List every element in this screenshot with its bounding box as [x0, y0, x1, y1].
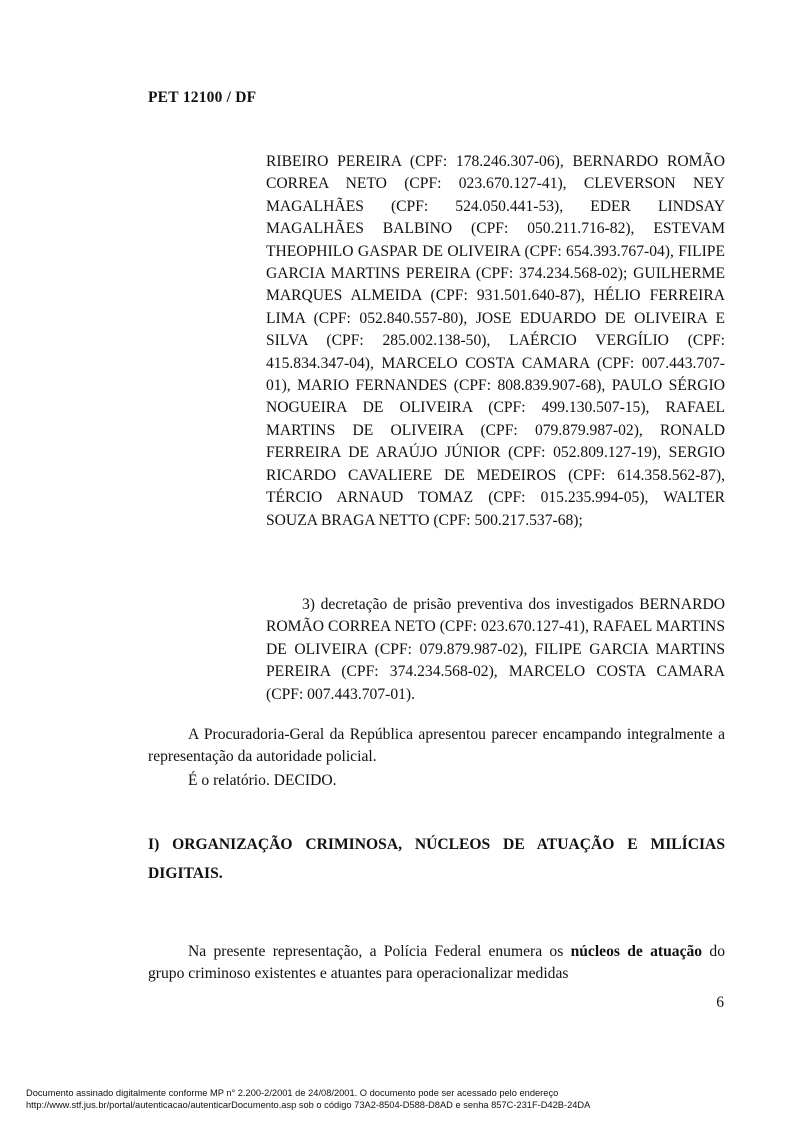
paragraph-nuclei-end: do grupo criminoso existentes e atuantes para operacionalizar medidas — [148, 943, 725, 983]
signature-footer — [26, 1087, 786, 1111]
paragraph-nuclei-bold: núcleos de atuação — [570, 943, 703, 960]
paragraph-nuclei — [148, 941, 725, 986]
header-pet-initial: P — [148, 89, 158, 106]
paragraph-pgr-opinion: A Procuradoria-Geral da República apresentou parecer encampando integralmente a representação da autoridade policial. — [148, 726, 725, 766]
page-number: 6 — [716, 994, 724, 1011]
footer-line-1: Documento assinado digitalmente conforme MP n° 2.200-2/2001 de 24/08/2001. O documento pode ser acessado pelo endereço — [26, 1088, 559, 1098]
section-title: I) ORGANIZAÇÃO CRIMINOSA, NÚCLEOS DE ATUAÇÃO E MILÍCIAS DIGITAIS. — [148, 836, 725, 882]
quoted-preventive-arrest-text: 3) decretação de prisão preventiva dos investigados BERNARDO ROMÃO CORREA NETO (CPF: 023.670.127-41), RAFAEL MARTINS DE OLIVEIRA (CPF: 079.879.987-02), FILIPE GARCIA MARTINS PEREIRA (CPF: 374.234.568-02), MARCELO COSTA CAMARA (CPF: 007.443.707-01). — [266, 596, 725, 703]
footer-line-2: http://www.stf.jus.br/portal/autenticacao/autenticarDocumento.asp sob o código 73A2-8504-D588-D8AD e senha 857C-231F-D42B-24DA — [26, 1100, 591, 1110]
page-header — [148, 89, 256, 107]
paragraph-report-decision: É o relatório. DECIDO. — [188, 772, 337, 789]
header-pet-rest: ET — [157, 89, 179, 106]
quoted-investigated-text: RIBEIRO PEREIRA (CPF: 178.246.307-06), BERNARDO ROMÃO CORREA NETO (CPF: 023.670.127-41), CLEVERSON NEY MAGALHÃES (CPF: 524.050.441-53), EDER LINDSAY MAGALHÃES BALBINO (CPF: 050.211.716-82), ESTEVAM THEOPHILO GASPAR DE OLIVEIRA (CPF: 654.393.767-04), FILIPE GARCIA MARTINS PEREIRA (CPF: 374.234.568-02); GUILHERME MARQUES ALMEIDA (CPF: 931.501.640-87), HÉLIO FERREIRA LIMA (CPF: 052.840.557-80), JOSE EDUARDO DE OLIVEIRA E SILVA (CPF: 285.002.138-50), LAÉRCIO VERGÍLIO (CPF: 415.834.347-04), MARCELO COSTA CAMARA (CPF: 007.443.707-01), MARIO FERNANDES (CPF: 808.839.907-68), PAULO SÉRGIO NOGUEIRA DE OLIVEIRA (CPF: 499.130.507-15), RAFAEL MARTINS DE OLIVEIRA (CPF: 079.879.987-02), RONALD FERREIRA DE ARAÚJO JÚNIOR (CPF: 052.809.127-19), SERGIO RICARDO CAVALIERE DE MEDEIROS (CPF: 614.358.562-87), TÉRCIO ARNAUD TOMAZ (CPF: 015.235.994-05), WALTER SOUZA BRAGA NETTO (CPF: 500.217.537-68); — [266, 153, 725, 529]
quoted-investigated-list — [266, 151, 725, 532]
header-case-number: 12100 / DF — [178, 89, 257, 106]
quoted-preventive-arrest — [266, 594, 725, 706]
paragraph-nuclei-start: Na presente representação, a Polícia Federal enumera os — [188, 943, 571, 960]
